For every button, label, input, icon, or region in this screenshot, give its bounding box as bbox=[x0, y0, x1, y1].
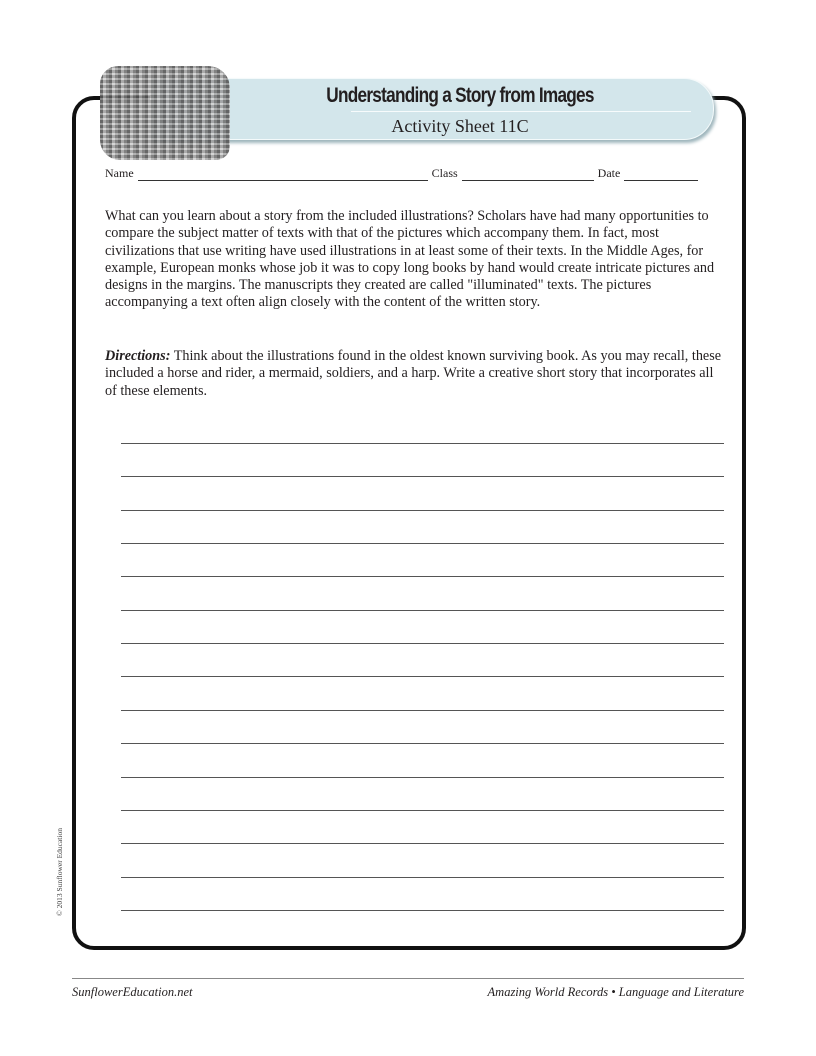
writing-line[interactable] bbox=[121, 443, 724, 444]
directions-label: Directions: bbox=[105, 348, 171, 364]
student-info-fields bbox=[105, 166, 725, 181]
clay-tablet-image bbox=[100, 66, 230, 160]
date-label: Date bbox=[597, 166, 621, 180]
footer-book-title: Amazing World Records • Language and Literature bbox=[487, 985, 744, 999]
writing-line[interactable] bbox=[121, 910, 724, 911]
class-field[interactable] bbox=[462, 169, 594, 181]
writing-line[interactable] bbox=[121, 777, 724, 778]
directions-text: Think about the illustrations found in the oldest known surviving book. As you may recall, these included a horse and rider, a mermaid, soldiers, and a harp. Write a creative short story that incorporates all of these elements. bbox=[105, 348, 722, 399]
writing-line[interactable] bbox=[121, 610, 724, 611]
page-title: Understanding a Story from Images bbox=[326, 84, 594, 107]
name-field[interactable] bbox=[138, 169, 428, 181]
writing-line[interactable] bbox=[121, 510, 724, 511]
writing-line[interactable] bbox=[121, 643, 724, 644]
writing-line[interactable] bbox=[121, 543, 724, 544]
name-label: Name bbox=[105, 166, 134, 180]
footer-website: SunflowerEducation.net bbox=[72, 985, 193, 999]
writing-line[interactable] bbox=[121, 877, 724, 878]
writing-line[interactable] bbox=[121, 576, 724, 577]
intro-paragraph: What can you learn about a story from the included illustrations? Scholars have had many opportunities to compare the subject matter of texts with that of the pictures which accompany them. In fact, most civilizations that use writing have used illustrations in at least some of their texts. In the Middle Ages, for example, European monks whose job it was to copy long books by hand would create intricate pictures and designs in the margins. The manuscripts they created are called "illuminated" texts. The pictures accompanying a text often align closely with the content of the written story. bbox=[105, 208, 715, 311]
footer-rule bbox=[72, 978, 744, 979]
writing-line[interactable] bbox=[121, 710, 724, 711]
writing-line[interactable] bbox=[121, 810, 724, 811]
class-label: Class bbox=[431, 166, 458, 180]
writing-line[interactable] bbox=[121, 676, 724, 677]
writing-line[interactable] bbox=[121, 843, 724, 844]
date-field[interactable] bbox=[624, 169, 698, 181]
writing-line[interactable] bbox=[121, 476, 724, 477]
copyright-notice: © 2013 Sunflower Education bbox=[55, 828, 64, 916]
writing-line[interactable] bbox=[121, 743, 724, 744]
directions-paragraph bbox=[105, 348, 725, 400]
page-subtitle: Activity Sheet 11C bbox=[391, 116, 529, 136]
